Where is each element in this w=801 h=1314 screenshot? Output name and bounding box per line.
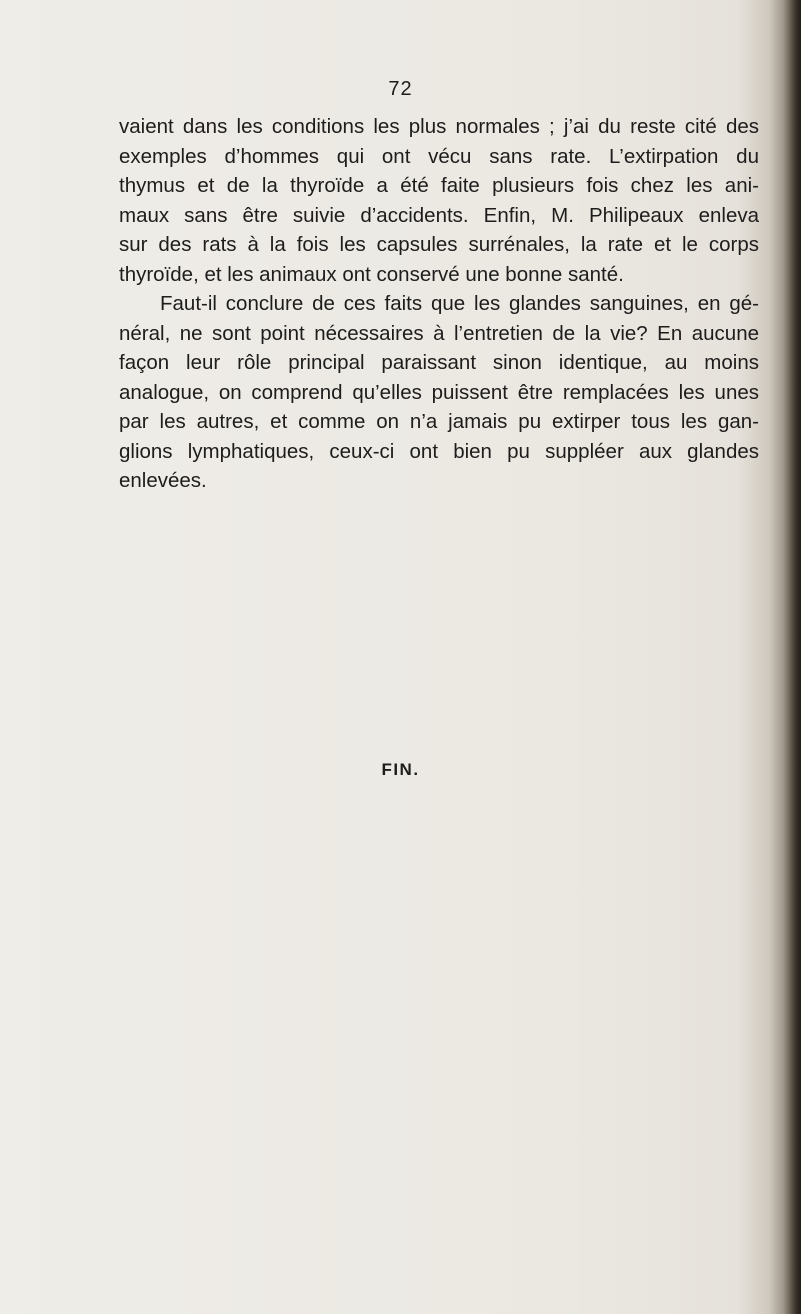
text-line: thyroïde, et les animaux ont conservé une bonne santé. <box>119 262 624 286</box>
page-number: 72 <box>388 78 413 100</box>
paragraph-2 <box>119 289 759 496</box>
text-line: thymus et de la thyroïde a été faite plusieurs fois chez les ani- <box>119 174 759 197</box>
text-line: analogue, on comprend qu’elles puissent être remplacées les unes <box>119 380 759 404</box>
page-edge-shadow <box>783 0 801 1314</box>
text-line: néral, ne sont point nécessaires à l’entretien de la vie? En aucune <box>119 321 759 345</box>
text-line: par les autres, et comme on n’a jamais pu extirper tous les gan- <box>119 410 759 433</box>
paragraph-1 <box>119 112 759 289</box>
text-line: Faut-il conclure de ces faits que les glandes sanguines, en gé- <box>160 292 759 315</box>
end-marker: FIN. <box>381 760 420 779</box>
text-line: glions lymphatiques, ceux-ci ont bien pu suppléer aux glandes <box>119 439 759 463</box>
text-line: enlevées. <box>119 469 207 492</box>
text-line: sur des rats à la fois les capsules surrénales, la rate et le corps <box>119 233 759 256</box>
text-line: maux sans être suivie d’accidents. Enfin, M. Philipeaux enleva <box>119 203 759 227</box>
body-text <box>119 112 759 496</box>
text-line: exemples d’hommes qui ont vécu sans rate. L’extirpation du <box>119 144 759 168</box>
text-line: vaient dans les conditions les plus normales ; j’ai du reste cité des <box>119 115 759 138</box>
text-line: façon leur rôle principal paraissant sinon identique, au moins <box>119 351 759 374</box>
